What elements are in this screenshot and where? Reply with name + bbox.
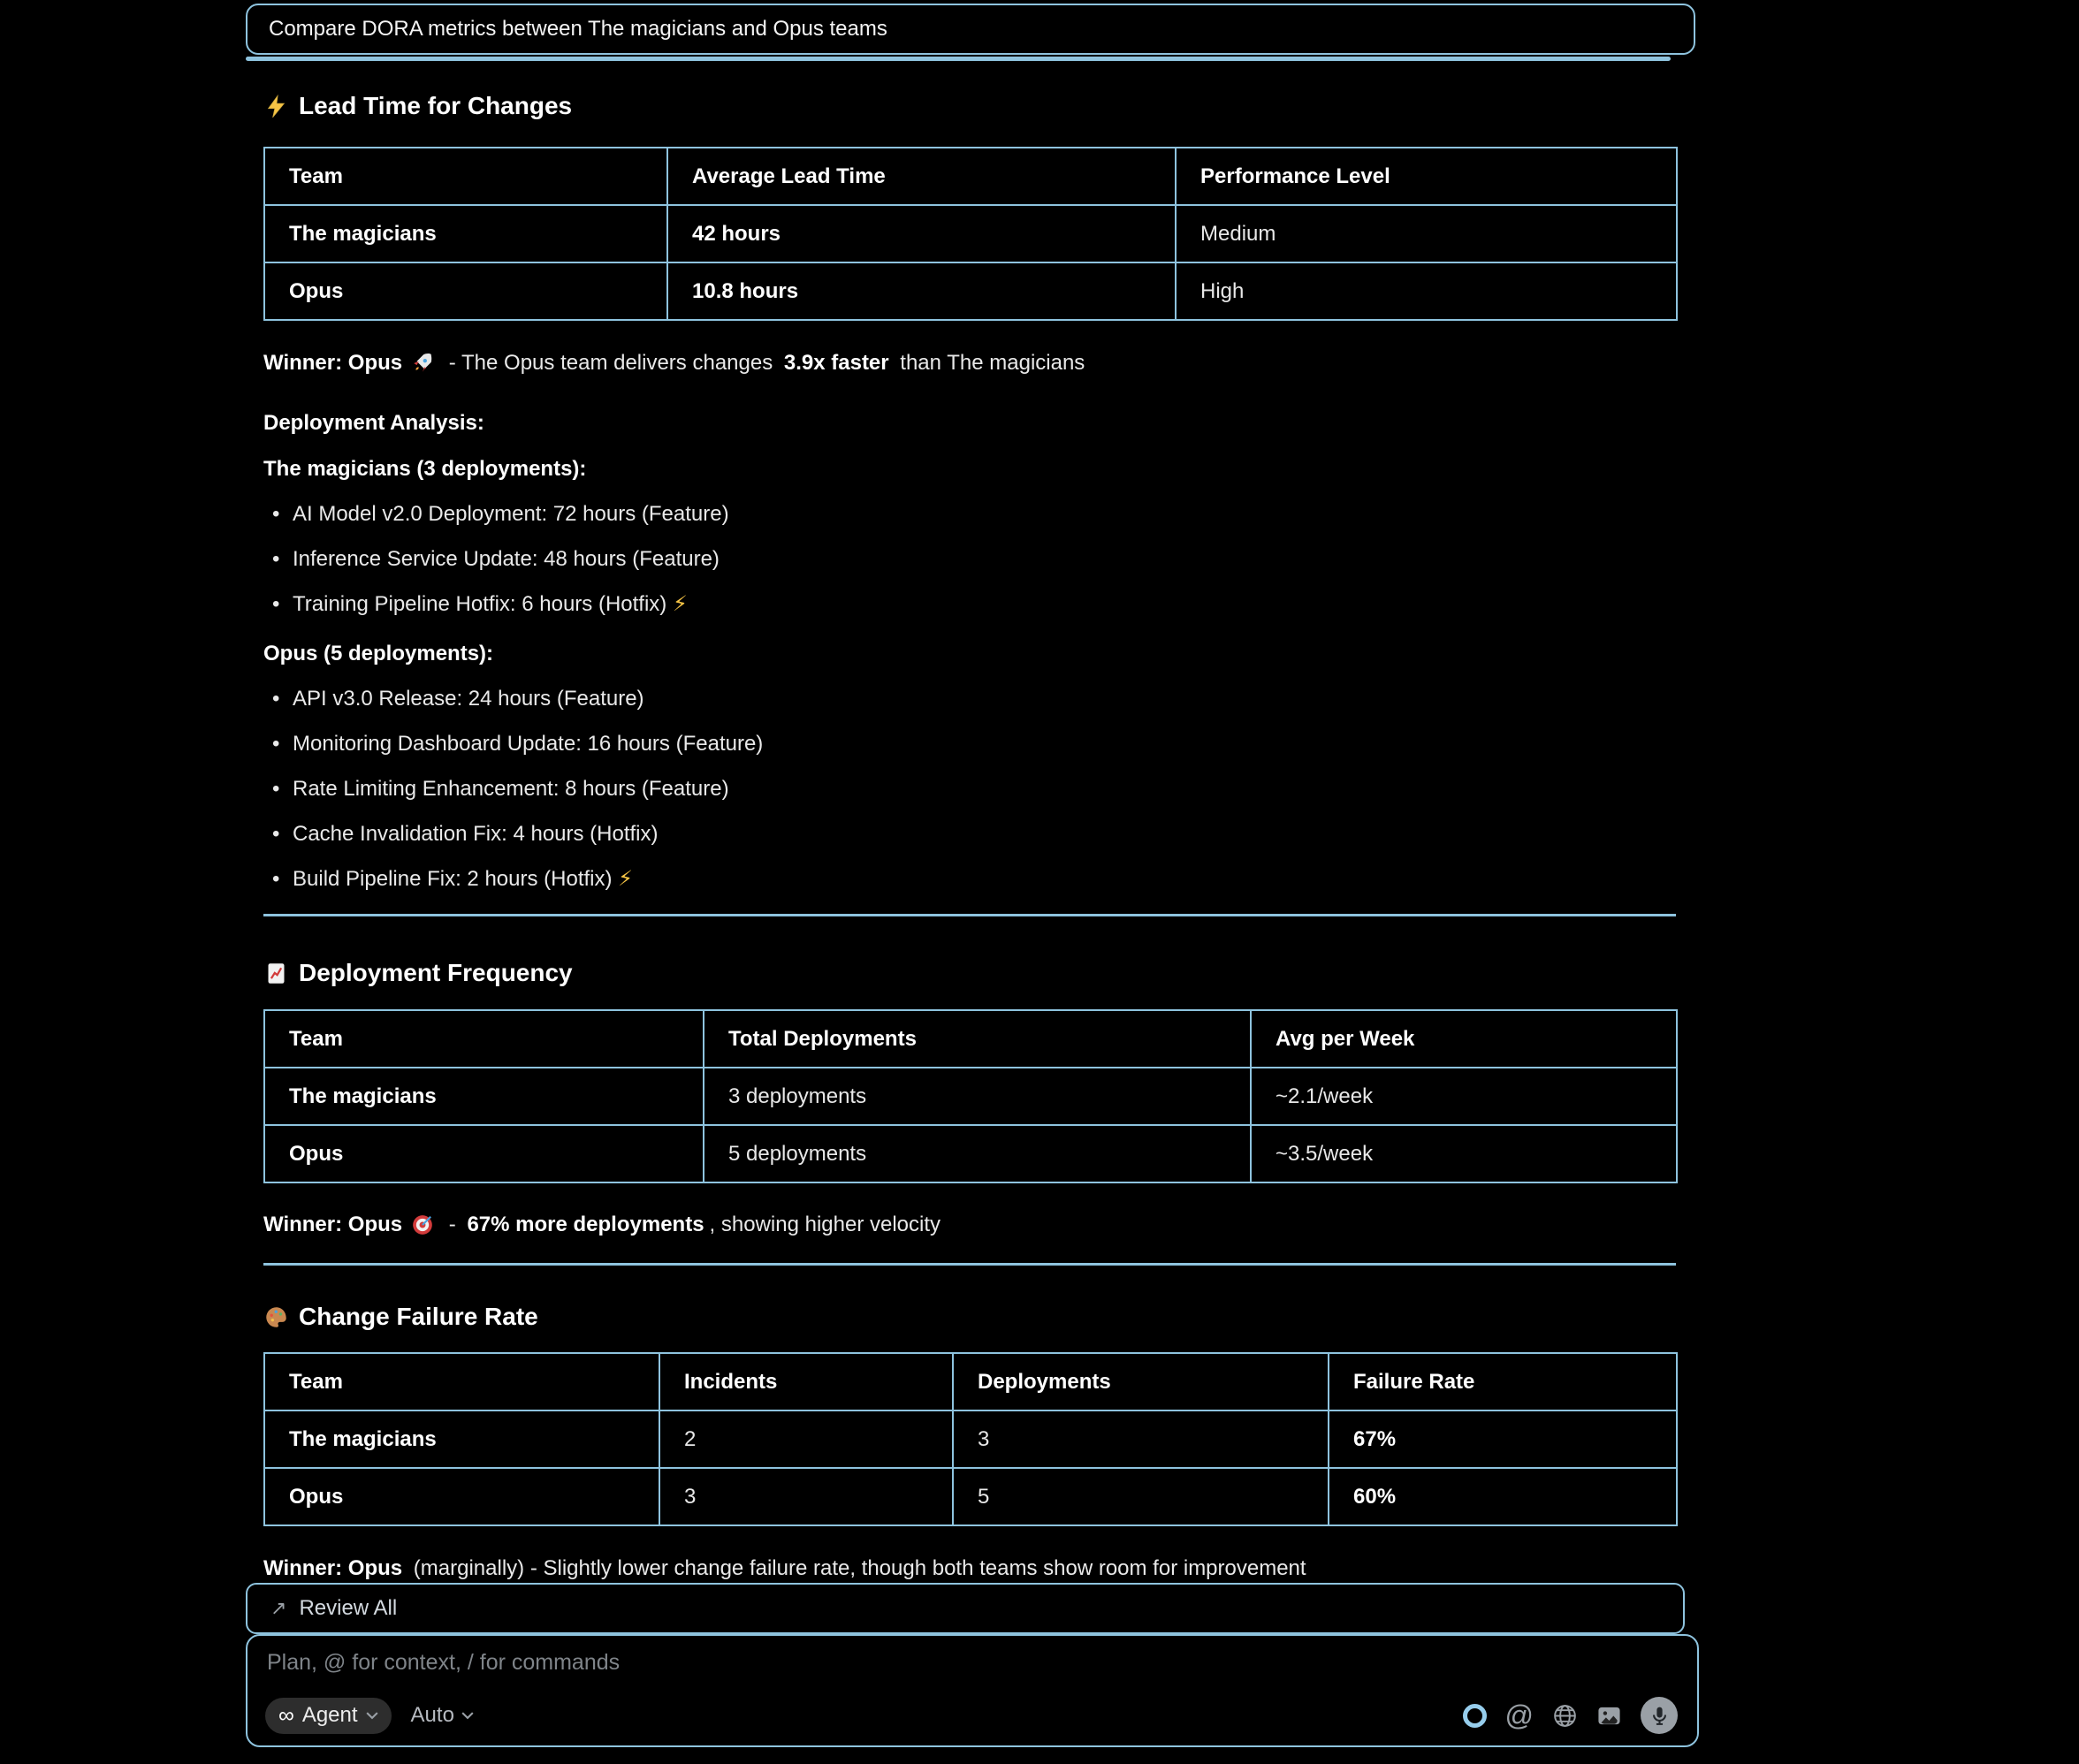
table-row bbox=[264, 205, 1677, 262]
arrow-up-right-icon: ↗ bbox=[270, 1597, 287, 1619]
table-cell: Opus bbox=[264, 1468, 659, 1525]
table-row bbox=[264, 262, 1677, 320]
change-failure-rate-table bbox=[263, 1352, 1678, 1526]
table-header-cell: Deployments bbox=[953, 1353, 1329, 1410]
table-cell: 42 hours bbox=[667, 205, 1176, 262]
lead-time-winner-line: Winner: Opus - The Opus team delivers changes 3.9x faster than The magicians bbox=[263, 351, 1085, 375]
deployment-frequency-winner-line: Winner: Opus - 67% more deployments , showing higher velocity bbox=[263, 1213, 941, 1236]
table-header-cell: Avg per Week bbox=[1251, 1010, 1677, 1068]
chevron-down-icon bbox=[366, 1711, 378, 1720]
list-item: • Rate Limiting Enhancement: 8 hours (Feature) bbox=[263, 766, 1676, 811]
table-row bbox=[264, 1410, 1677, 1468]
table-cell: 67% bbox=[1329, 1410, 1677, 1468]
list-item: • API v3.0 Release: 24 hours (Feature) bbox=[263, 676, 1676, 721]
at-sign-icon[interactable]: @ bbox=[1504, 1699, 1534, 1731]
table-cell: 5 deployments bbox=[704, 1125, 1251, 1182]
table-cell: 10.8 hours bbox=[667, 262, 1176, 320]
table-row bbox=[264, 1125, 1677, 1182]
list-item: • Monitoring Dashboard Update: 16 hours (Feature) bbox=[263, 721, 1676, 766]
model-selector-label: Auto bbox=[410, 1703, 454, 1727]
rocket-icon bbox=[411, 352, 434, 375]
table-header-cell: Performance Level bbox=[1176, 148, 1677, 205]
composer-toolbar bbox=[265, 1696, 1678, 1735]
table-cell: 5 bbox=[953, 1468, 1329, 1525]
model-selector[interactable] bbox=[411, 1703, 474, 1728]
change-failure-rate-winner-line: Winner: Opus (marginally) - Slightly lower change failure rate, though both teams show room for improvement bbox=[263, 1556, 1306, 1580]
section-title-text: Change Failure Rate bbox=[299, 1303, 538, 1330]
table-cell: The magicians bbox=[264, 205, 667, 262]
table-header-cell: Average Lead Time bbox=[667, 148, 1176, 205]
table-header-cell: Incidents bbox=[659, 1353, 953, 1410]
agent-mode-label: Agent bbox=[301, 1703, 358, 1727]
table-header-cell: Failure Rate bbox=[1329, 1353, 1677, 1410]
opus-group-heading: Opus (5 deployments): bbox=[263, 642, 494, 665]
composer-input[interactable]: Plan, @ for context, / for commands bbox=[267, 1650, 621, 1675]
section-divider bbox=[263, 914, 1676, 916]
user-message-text: Compare DORA metrics between The magicians and Opus teams bbox=[269, 17, 887, 41]
deployment-frequency-table bbox=[263, 1009, 1678, 1183]
assistant-response bbox=[263, 0, 1676, 1582]
section-title-deployment-frequency bbox=[263, 959, 1676, 987]
magicians-group-heading: The magicians (3 deployments): bbox=[263, 457, 587, 481]
deployment-analysis-heading: Deployment Analysis: bbox=[263, 411, 484, 435]
usage-ring-icon[interactable] bbox=[1463, 1704, 1487, 1728]
infinity-icon: ∞ bbox=[278, 1702, 294, 1728]
composer[interactable] bbox=[246, 1634, 1699, 1747]
table-row bbox=[264, 1468, 1677, 1525]
lightning-icon bbox=[263, 94, 288, 118]
table-cell: Opus bbox=[264, 1125, 704, 1182]
agent-mode-selector[interactable] bbox=[265, 1698, 392, 1734]
table-row bbox=[264, 1068, 1677, 1125]
section-title-lead-time bbox=[263, 92, 1676, 120]
table-header-cell: Team bbox=[264, 1353, 659, 1410]
table-cell: 2 bbox=[659, 1410, 953, 1468]
globe-icon[interactable] bbox=[1552, 1703, 1578, 1729]
dart-icon bbox=[411, 1213, 434, 1236]
review-all-button[interactable] bbox=[246, 1583, 1685, 1634]
table-cell: 3 bbox=[659, 1468, 953, 1525]
composer-left-controls bbox=[265, 1698, 474, 1734]
table-header-cell: Team bbox=[264, 1010, 704, 1068]
table-cell: Opus bbox=[264, 262, 667, 320]
table-cell: The magicians bbox=[264, 1410, 659, 1468]
composer-right-icons bbox=[1463, 1697, 1678, 1734]
opus-deployment-list bbox=[263, 676, 1676, 901]
table-cell: ~3.5/week bbox=[1251, 1125, 1677, 1182]
list-item: • Inference Service Update: 48 hours (Feature) bbox=[263, 536, 1676, 582]
list-item: • Cache Invalidation Fix: 4 hours (Hotfix) bbox=[263, 811, 1676, 856]
image-icon[interactable] bbox=[1596, 1703, 1622, 1729]
section-title-text: Deployment Frequency bbox=[299, 959, 573, 986]
microphone-icon bbox=[1649, 1705, 1671, 1727]
chart-increasing-icon bbox=[263, 961, 288, 985]
microphone-button[interactable] bbox=[1641, 1697, 1678, 1734]
palette-icon bbox=[263, 1304, 288, 1329]
table-header-cell: Total Deployments bbox=[704, 1010, 1251, 1068]
section-divider bbox=[263, 1263, 1676, 1266]
list-item: • AI Model v2.0 Deployment: 72 hours (Feature) bbox=[263, 491, 1676, 536]
lead-time-table bbox=[263, 147, 1678, 321]
review-all-label: Review All bbox=[299, 1596, 398, 1620]
list-item: • Build Pipeline Fix: 2 hours (Hotfix) ⚡ bbox=[263, 856, 1676, 901]
table-cell: ~2.1/week bbox=[1251, 1068, 1677, 1125]
table-cell: 3 bbox=[953, 1410, 1329, 1468]
section-title-text: Lead Time for Changes bbox=[299, 92, 573, 119]
table-cell: 60% bbox=[1329, 1468, 1677, 1525]
table-cell: The magicians bbox=[264, 1068, 704, 1125]
table-header-cell: Team bbox=[264, 148, 667, 205]
table-cell: High bbox=[1176, 262, 1677, 320]
list-item: • Training Pipeline Hotfix: 6 hours (Hotfix) ⚡ bbox=[263, 582, 1676, 627]
table-cell: Medium bbox=[1176, 205, 1677, 262]
chevron-down-icon bbox=[461, 1711, 474, 1720]
magicians-deployment-list bbox=[263, 491, 1676, 627]
section-title-change-failure-rate bbox=[263, 1303, 1676, 1331]
table-cell: 3 deployments bbox=[704, 1068, 1251, 1125]
